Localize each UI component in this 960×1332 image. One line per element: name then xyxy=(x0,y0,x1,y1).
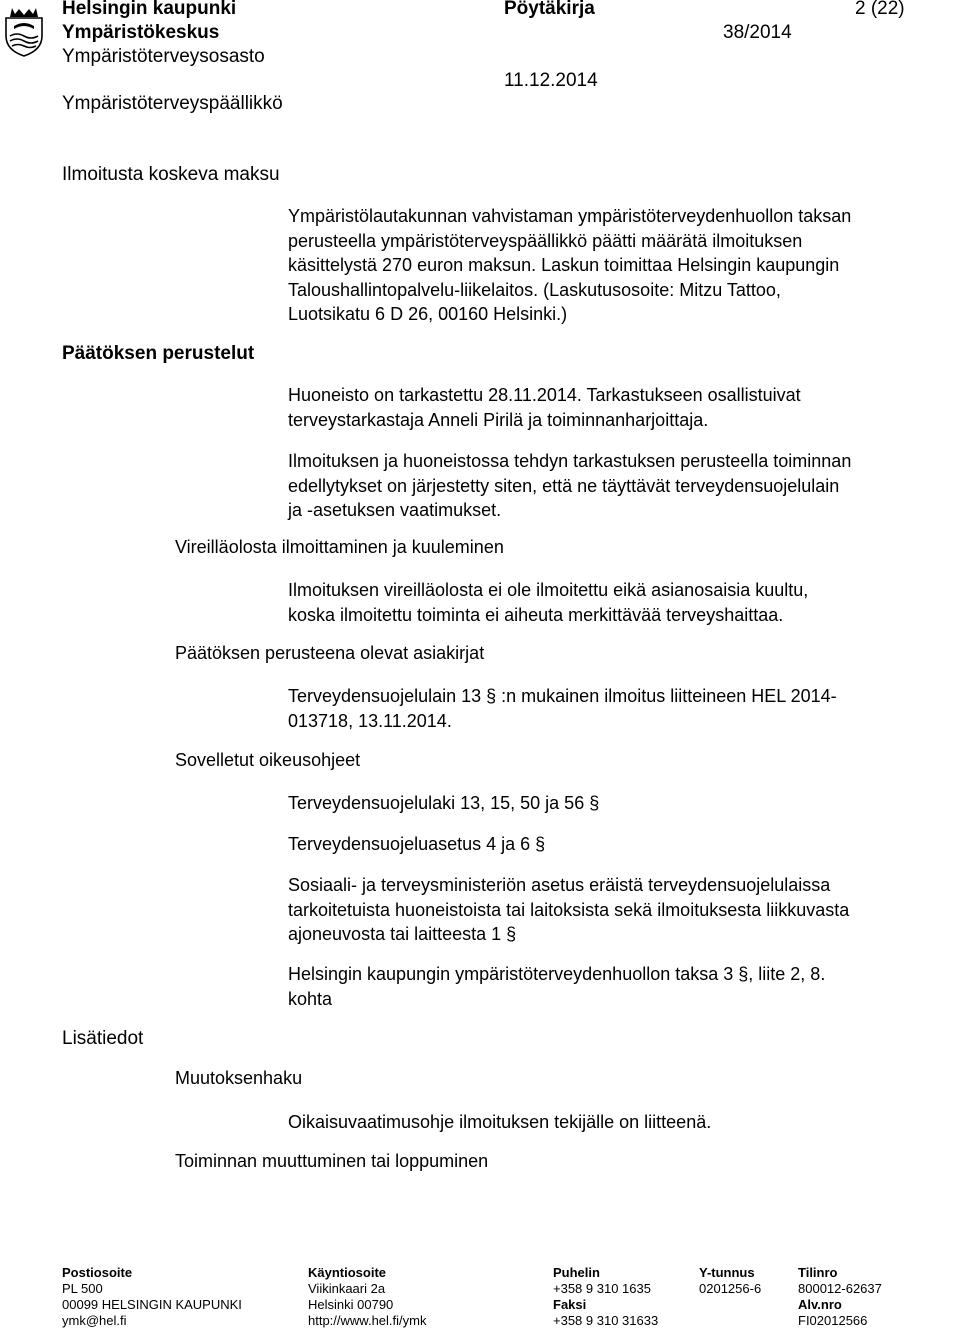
pending-heading: Vireilläolosta ilmoittaminen ja kuuleminen xyxy=(175,537,504,557)
fee-line: käsittelystä 270 euron maksun. Laskun toimittaa Helsingin kaupungin xyxy=(288,255,840,275)
inspection-line: Huoneisto on tarkastettu 28.11.2014. Tarkastukseen osallistuivat xyxy=(288,385,801,405)
footer-visit-line: Helsinki 00790 xyxy=(308,1297,394,1312)
board-name: Ympäristökeskus xyxy=(62,22,220,43)
fee-heading: Ilmoitusta koskeva maksu xyxy=(62,164,280,185)
pending-line: Ilmoituksen vireilläolosta ei ole ilmoitettu eikä asianosaisia kuultu, xyxy=(288,580,809,600)
law-line: kohta xyxy=(288,988,333,1009)
organization-name: Helsingin kaupunki xyxy=(62,0,237,19)
official-title: Ympäristöterveyspäällikkö xyxy=(62,93,283,114)
conditions-line: ja -asetuksen vaatimukset. xyxy=(288,500,502,520)
footer-account xyxy=(798,1265,882,1329)
document-type: Pöytäkirja xyxy=(504,0,595,19)
documents-line: 013718, 13.11.2014. xyxy=(288,710,452,731)
footer-ytunnus-label: Y-tunnus xyxy=(699,1265,755,1280)
footer-website-link[interactable]: http://www.hel.fi/ymk xyxy=(308,1313,427,1328)
law-item xyxy=(288,962,948,1011)
footer-phone-label: Puhelin xyxy=(553,1265,600,1280)
inspection-paragraph xyxy=(288,383,948,432)
appeal-heading: Muutoksenhaku xyxy=(175,1068,303,1088)
conditions-line: edellytykset on järjestetty siten, että ne täyttävät terveydensuojelulain xyxy=(288,475,840,496)
info-heading: Lisätiedot xyxy=(62,1028,144,1049)
fee-line: perusteella ympäristöterveyspäällikkö päätti määrätä ilmoituksen xyxy=(288,230,803,251)
change-heading: Toiminnan muuttuminen tai loppuminen xyxy=(175,1151,489,1171)
law-item xyxy=(288,791,948,816)
footer-vat-value: FI02012566 xyxy=(798,1313,868,1328)
helsinki-crest-logo xyxy=(2,2,46,58)
law-item xyxy=(288,873,948,947)
footer-postal-line: PL 500 xyxy=(62,1281,103,1296)
document-date: 11.12.2014 xyxy=(504,70,598,91)
law-line: Terveydensuojeluasetus 4 ja 6 § xyxy=(288,834,546,854)
fee-line: Ympäristölautakunnan vahvistaman ympäristöterveydenhuollon taksan xyxy=(288,206,852,226)
fee-paragraph xyxy=(288,204,948,327)
document-number: 38/2014 xyxy=(723,22,792,43)
conditions-paragraph xyxy=(288,449,948,523)
footer-ytunnus-value: 0201256-6 xyxy=(699,1281,762,1296)
documents-heading: Päätöksen perusteena olevat asiakirjat xyxy=(175,643,485,663)
footer-visit-label: Käyntiosoite xyxy=(308,1265,387,1280)
footer-postal-label: Postiosoite xyxy=(62,1265,133,1280)
inspection-line: terveystarkastaja Anneli Pirilä ja toiminnanharjoittaja. xyxy=(288,409,709,430)
documents-paragraph xyxy=(288,684,948,733)
page-number: 2 (22) xyxy=(855,0,905,19)
footer-postal xyxy=(62,1265,242,1329)
appeal-text: Oikaisuvaatimusohje ilmoituksen tekijälle on liitteenä. xyxy=(288,1112,712,1132)
department-name: Ympäristöterveysosasto xyxy=(62,46,265,67)
fee-line: Taloushallintopalvelu-liikelaitos. (Laskutusosoite: Mitzu Tattoo, xyxy=(288,279,781,300)
law-line: ajoneuvosta tai laitteesta 1 § xyxy=(288,924,517,944)
law-line: Sosiaali- ja terveysministeriön asetus eräistä terveydensuojelulaissa xyxy=(288,875,831,895)
footer-phone xyxy=(553,1265,658,1329)
law-line: Terveydensuojelulaki 13, 15, 50 ja 56 § xyxy=(288,793,600,813)
footer-fax-value: +358 9 310 31633 xyxy=(553,1313,659,1328)
conditions-line: Ilmoituksen ja huoneistossa tehdyn tarkastuksen perusteella toiminnan xyxy=(288,451,852,471)
law-item xyxy=(288,832,948,857)
footer-account-value: 800012-62637 xyxy=(798,1281,882,1296)
law-line: Helsingin kaupungin ympäristöterveydenhuollon taksa 3 §, liite 2, 8. xyxy=(288,964,826,984)
documents-line: Terveydensuojelulain 13 § :n mukainen ilmoitus liitteineen HEL 2014- xyxy=(288,686,837,706)
reasons-heading: Päätöksen perustelut xyxy=(62,343,255,364)
footer-postal-line: 00099 HELSINGIN KAUPUNKI xyxy=(62,1297,242,1312)
footer-visit-line: Viikinkaari 2a xyxy=(308,1281,386,1296)
footer-vat-label: Alv.nro xyxy=(798,1297,842,1312)
law-heading: Sovelletut oikeusohjeet xyxy=(175,750,361,770)
footer-account-label: Tilinro xyxy=(798,1265,838,1280)
pending-line: koska ilmoitettu toiminta ei aiheuta merkittävää terveyshaittaa. xyxy=(288,604,784,625)
footer-email-link[interactable]: ymk@hel.fi xyxy=(62,1313,127,1328)
footer-fax-label: Faksi xyxy=(553,1297,587,1312)
footer-phone-value: +358 9 310 1635 xyxy=(553,1281,651,1296)
footer-visit xyxy=(308,1265,426,1329)
law-line: tarkoitetuista huoneistoista tai laitoksista sekä ilmoituksesta liikkuvasta xyxy=(288,899,850,920)
footer-ytunnus xyxy=(699,1265,761,1297)
pending-paragraph xyxy=(288,578,948,627)
fee-line: Luotsikatu 6 D 26, 00160 Helsinki.) xyxy=(288,304,568,324)
